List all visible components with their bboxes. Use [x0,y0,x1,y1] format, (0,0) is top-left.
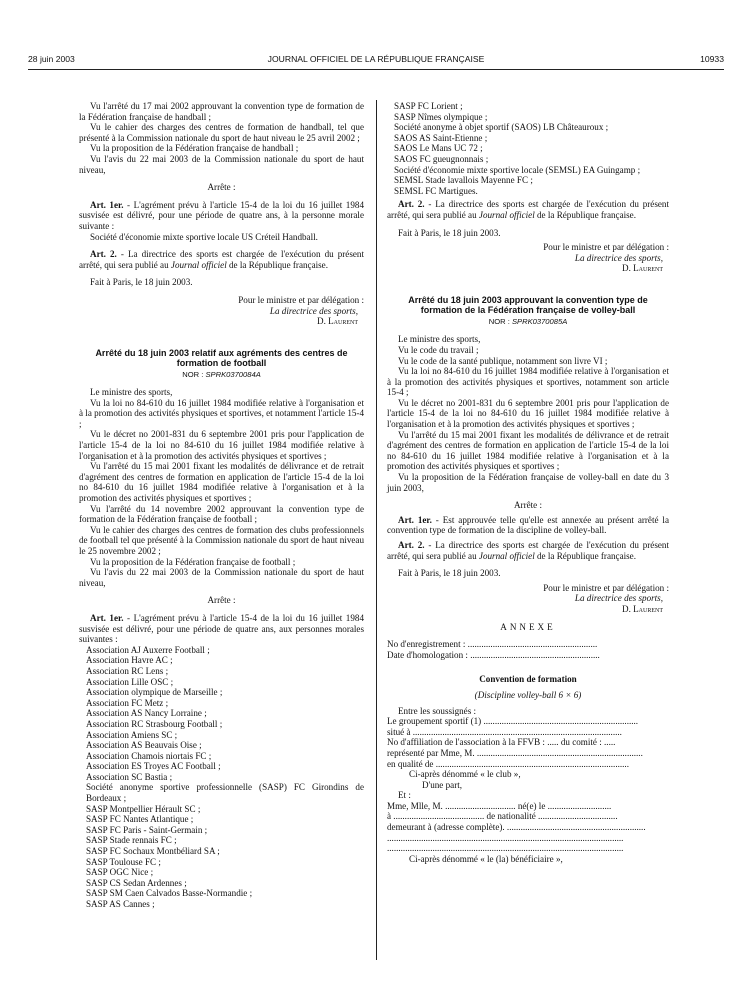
visa: Vu le code du travail ; [398,344,479,355]
form-line: demeurant à (adresse complète). ............................................................. [387,822,646,833]
signature-line: Pour le ministre et par délégation : [238,294,364,305]
signature-role: La directrice des sports, [269,305,358,316]
signature-role: La directrice des sports, [574,593,663,604]
right-column [387,101,669,864]
form-line: Le groupement sportif (1) .................................................................... [387,716,639,727]
club-list-item: Association Amiens SC ; [86,729,178,740]
convention-subtitle: (Discipline volley-ball 6 × 6) [474,689,582,700]
article-text: - Est approuvée telle qu'elle est annexée au présent arrêté la convention type de formation de la discipline de volley-ball. [387,514,669,536]
visa: Vu le cahier des charges des centres de formation de handball, tel que présenté à la Commission nationale du sport de haut niveau le 25 avril 2002 ; [79,122,364,143]
visa: Vu l'arrêté du 15 mai 2001 fixant les modalités de délivrance et de retrait d'agrément des centres de formation en application de l'article 15-4 de la loi no 84-610 du 16 juillet 1984 modifiée relative à l'organisation et à la promotion des activités physiques et sportives ; [387,429,669,472]
article-label: Art. 1er. [90,199,124,210]
club-list-item: SAOS AS Saint-Etienne ; [394,132,488,143]
arrete-title-volleyball: Arrêté du 18 juin 2003 approuvant la convention type de formation de la Fédération française de volley-ball [408,294,648,316]
visa: Vu le cahier des charges des centres de formation des clubs professionnels de football tel que présenté à la Commission nationale du sport de haut niveau le 25 novembre 2002 ; [79,524,364,556]
club-list-item: Société anonyme sportive professionnelle (SASP) FC Girondins de Bordeaux ; [86,782,364,804]
club-list-item: Association Lille OSC ; [86,676,174,687]
nor-reference: NOR : SPRK0370084A [182,369,261,379]
form-line: en qualité de ..................................................................................... [387,758,629,769]
convention-title: Convention de formation [479,674,577,685]
article-label: Art. 2. [90,249,117,260]
article-text: - La directrice des sports est chargée de l'exécution du présent arrêté, qui sera publié au [79,249,364,270]
article-1 [79,200,364,232]
visa: Vu la proposition de la Fédération française de volley-ball en date du 3 juin 2003, [387,472,669,493]
visa: Vu la proposition de la Fédération française de football ; [90,556,296,567]
club-list-item: SASP Montpellier Hérault SC ; [86,803,201,814]
club-list-item: SASP SM Caen Calvados Basse-Normandie ; [86,888,253,899]
arrete-heading: Arrête : [513,500,543,511]
visa: Le ministre des sports, [398,334,481,345]
form-line: représenté par Mme, M. ......................................................................... [387,747,643,758]
club-list-item: SASP FC Paris - Saint-Germain ; [86,824,208,835]
club-list-item: Association olympique de Marseille ; [86,687,223,698]
form-line: ........................................................................................................ [387,843,624,854]
visa: Vu le code de la santé publique, notamment son livre VI ; [398,355,608,366]
club-list-item: SAOS Le Mans UC 72 ; [394,143,483,154]
signature-name: D. Laurent [622,263,663,274]
arrete-heading: Arrête : [207,182,236,193]
left-column [79,101,364,910]
club-list-item: SASP Stade rennais FC ; [86,835,177,846]
visa: Vu l'arrêté du 17 mai 2002 approuvant la convention type de formation de la Fédération française de handball ; [79,101,364,122]
visa: Vu la loi no 84-610 du 16 juillet 1984 modifiée relative à l'organisation et à la promotion des activités physiques et sportives, notamment son article 15-4 ; [387,366,669,398]
nor-reference: NOR : SPRK0370085A [488,316,568,326]
journal-officiel-ref: Journal officiel [478,550,535,561]
signature-line: Pour le ministre et par délégation : [543,582,669,593]
club-list-item: SASP FC Nantes Atlantique ; [86,814,194,825]
arrete-title-football: Arrêté du 18 juin 2003 relatif aux agréments des centres de formation de football [95,347,348,369]
club-list-item: Association Havre AC ; [86,655,173,666]
article-label: Art. 2. [398,199,425,210]
arrete-heading: Arrête : [207,595,236,606]
page-header [28,54,724,68]
journal-officiel-ref: Journal officiel [478,209,535,220]
signature-name: D. Laurent [317,316,358,327]
visa: Vu la loi no 84-610 du 16 juillet 1984 modifiée relative à l'organisation et à la promotion des activités physiques et sportives, et notamment l'article 15-4 ; [79,397,364,429]
visa: Vu l'arrêté du 14 novembre 2002 approuvant la convention type de formation de la Fédération française de football ; [79,503,364,525]
visa: Vu le décret no 2001-831 du 6 septembre 2001 pris pour l'application de l'article 15-4 de la loi no 84-610 du 16 juillet 1984 modifiée relative à l'organisation et à la promotion des activités physiques et sportives ; [387,397,669,430]
article-text: de la République française. [534,550,636,561]
article-text: - L'agrément prévu à l'article 15-4 de la loi du 16 juillet 1984 susvisée est délivré, pour une période de quatre ans, à la personne morale suivante : [79,199,364,231]
fait-a-paris: Fait à Paris, le 18 juin 2003. [398,227,501,238]
club-list-item: Association SC Bastia ; [86,771,173,782]
article-label: Art. 1er. [398,514,432,525]
fait-a-paris: Fait à Paris, le 18 juin 2003. [90,277,193,288]
club-list-item: SASP OGC Nice ; [86,867,154,878]
club-list-item: SASP Nîmes olympique ; [394,111,488,122]
club-list-item: Association AJ Auxerre Football ; [86,644,210,655]
header-journal-title: JOURNAL OFFICIEL DE LA RÉPUBLIQUE FRANÇAISE [267,54,485,64]
form-line: Ci-après dénommé « le (la) bénéficiaire », [409,853,563,864]
homologation-field: Date d'homologation : ......................................................... [387,649,600,660]
signature-line: Pour le ministre et par délégation : [543,242,669,253]
header-date: 28 juin 2003 [28,54,75,64]
club-list-item: Association RC Lens ; [86,665,169,676]
club-list-item: SAOS FC gueugnonnais ; [394,153,489,164]
visa: Le ministre des sports, [90,387,173,398]
header-page-number: 10933 [700,54,724,64]
fait-a-paris: Fait à Paris, le 18 juin 2003. [398,568,501,579]
visa: Vu l'avis du 22 mai 2003 de la Commission nationale du sport de haut niveau, [79,153,364,175]
article-1 [79,613,364,645]
signature-role: La directrice des sports, [574,252,663,263]
article-text: - La directrice des sports est chargée de l'exécution du présent arrêté, qui sera publié au [387,540,669,561]
nor-code: SPRK0370084A [205,369,261,379]
article-label: Art. 1er. [90,612,124,623]
form-line: à ........................................ de nationalité ................................... [387,811,618,822]
club-list-item: SASP FC Lorient ; [394,101,463,111]
nor-code: SPRK0370085A [511,316,568,326]
form-line: Entre les soussignés : [398,705,477,716]
visa: Vu le décret no 2001-831 du 6 septembre 2001 pris pour l'application de l'article 15-4 de la loi no 84-610 du 16 juillet 1984 modifiée relative à l'organisation et à la promotion des activités physiques et sportives ; [79,429,364,461]
form-line: Mme, Mlle, M. ............................... né(e) le ............................ [387,800,612,811]
column-divider [376,100,377,960]
article-1 [387,515,669,536]
form-line: No d'affiliation de l'association à la FFVB : ..... du comité : ..... [387,737,616,748]
club-list-item: Association ES Troyes AC Football ; [86,761,221,772]
club-list-item: Société d'économie mixte sportive locale (SEMSL) EA Guingamp ; [394,164,641,175]
article-text: de la République française. [534,209,636,220]
form-line: D'une part, [422,779,463,790]
form-line: Ci-après dénommé « le club », [409,769,521,780]
club-list-item: Association FC Metz ; [86,697,169,708]
club-list-item: SASP FC Sochaux Montbéliard SA ; [86,846,220,857]
club-list-item: SASP AS Cannes ; [86,899,155,909]
article-2 [79,249,364,270]
annexe-heading: ANNEXE [500,621,556,632]
article-2 [387,540,669,561]
visa: Vu l'avis du 22 mai 2003 de la Commission nationale du sport de haut niveau, [79,567,364,588]
article-text: de la République française. [226,259,328,270]
club-list-item: Association Chamois niortais FC ; [86,750,212,761]
article-2 [387,199,669,220]
signature-name: D. Laurent [622,603,663,614]
article-text: - L'agrément prévu à l'article 15-4 de la loi du 16 juillet 1984 susvisée est délivré, pour une période de quatre ans, aux personnes morales suivantes : [79,612,364,645]
article-entity: Société d'économie mixte sportive locale US Créteil Handball. [90,231,318,242]
form-line: Et : [398,790,411,801]
club-list-item: Association RC Strasbourg Football ; [86,718,223,729]
club-list-item: SASP Toulouse FC ; [86,856,161,867]
visa: Vu la proposition de la Fédération française de handball ; [90,143,299,154]
enregistrement-field: No d'enregistrement : ......................................................... [387,639,598,650]
article-text: - La directrice des sports est chargée de l'exécution du présent arrêté, qui sera publié au [387,199,669,220]
club-list-item: SEMSL Stade lavallois Mayenne FC ; [394,175,533,186]
header-rule [28,69,724,70]
club-list-item: SASP CS Sedan Ardennes ; [86,877,187,888]
form-line: ........................................................................................................ [387,832,624,843]
article-label: Art. 2. [398,540,425,550]
form-line: situé à ............................................................................................ [387,726,622,737]
club-list-item: Société anonyme à objet sportif (SAOS) LB Châteauroux ; [394,122,609,133]
club-list-item: Association AS Beauvais Oise ; [86,740,202,751]
journal-officiel-ref: Journal officiel [170,259,227,270]
visa: Vu l'arrêté du 15 mai 2001 fixant les modalités de délivrance et de retrait d'agrément des centres de formation en application de l'article 15-4 de la loi no 84-610 du 16 juillet 1984 modifiée relative à l'organisation et à la promotion des activités physiques et sportives ; [79,461,364,504]
club-list-item: SEMSL FC Martigues. [394,185,478,196]
club-list-item: Association AS Nancy Lorraine ; [86,708,207,719]
